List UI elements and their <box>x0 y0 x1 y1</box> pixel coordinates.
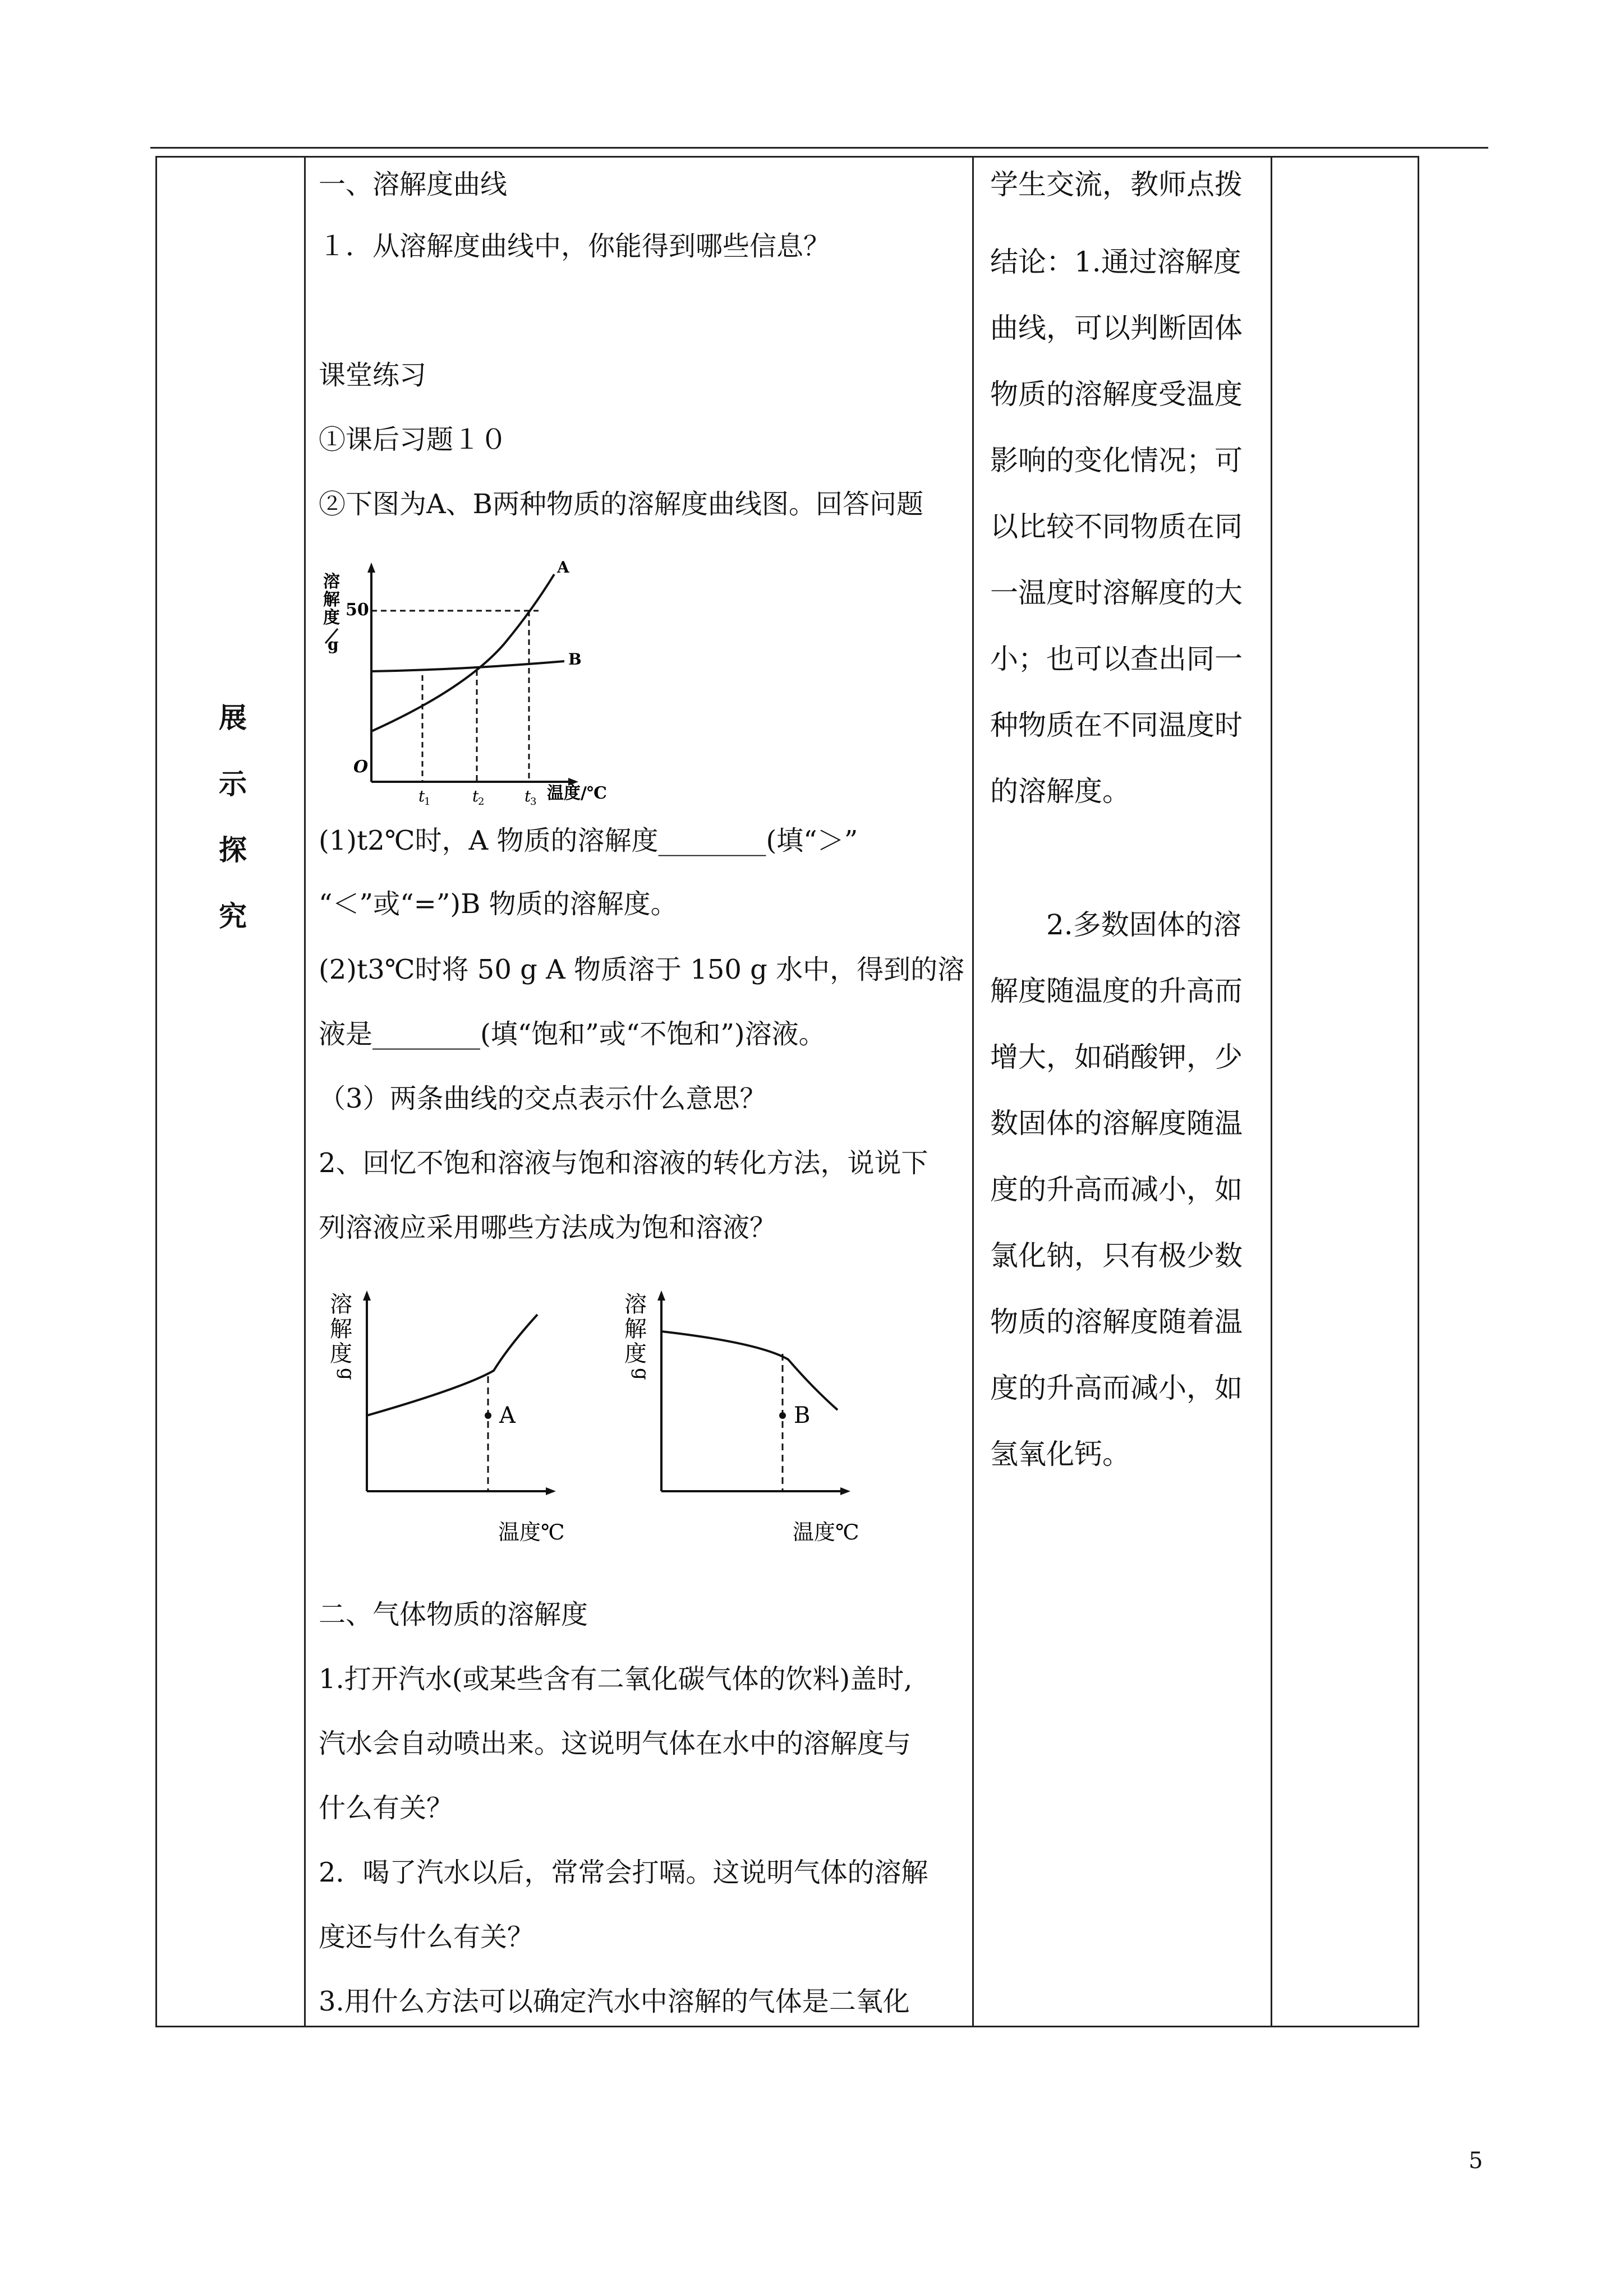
x-tick-t2-sub: 2 <box>478 796 485 807</box>
exercise-text: ②下图为A、B两种物质的溶解度曲线图。回答问题 <box>319 488 923 520</box>
y-axis-label-unit: g <box>336 1368 358 1380</box>
column-divider <box>972 158 974 2026</box>
exercise-text: ①课后习题１０ <box>319 424 508 455</box>
response-line: 度的升高而减小，如 <box>990 1173 1243 1206</box>
response-line: 增大，如硝酸钾，少 <box>990 1041 1243 1073</box>
point-marker <box>485 1412 491 1419</box>
response-line: 种物质在不同温度时 <box>990 709 1243 741</box>
lesson-table <box>155 156 1419 2027</box>
response-line: 氯化钠，只有极少数 <box>990 1239 1243 1272</box>
x-axis-label: 温度/℃ <box>547 783 607 803</box>
y-axis-label-char: 溶 <box>330 1292 352 1317</box>
y-axis-label-char: 解 <box>323 590 340 610</box>
x-tick-t2: t <box>472 787 479 805</box>
y-axis-label-char: 解 <box>330 1316 352 1342</box>
point-label: B <box>794 1403 811 1428</box>
problem-text: (1)t2℃时，A 物质的溶解度________(填“＞” <box>319 825 858 856</box>
stage-char: 示 <box>219 767 247 800</box>
problem-text: (2)t3℃时将 50 g A 物质溶于 150 g 水中，得到的溶 <box>319 954 965 985</box>
response-line: 解度随温度的升高而 <box>990 975 1243 1007</box>
stage-label <box>202 685 264 949</box>
curve-b-label: B <box>568 650 582 668</box>
column-divider <box>304 158 306 2026</box>
response-line: 小；也可以查出同一 <box>990 643 1243 675</box>
y-axis-arrow <box>367 563 375 573</box>
question-text: 度还与什么有关？ <box>319 1921 535 1953</box>
section-heading: 二、气体物质的溶解度 <box>319 1599 588 1630</box>
y-axis-label-char: 度 <box>330 1341 352 1367</box>
curve-b <box>371 661 564 671</box>
y-axis-arrow <box>363 1290 371 1301</box>
response-line: 一温度时溶解度的大 <box>990 577 1243 609</box>
problem-text: 液是________(填“饱和”或“不饱和”)溶液。 <box>319 1018 826 1050</box>
x-tick-t1: t <box>418 787 425 805</box>
stage-char: 究 <box>219 900 247 933</box>
x-tick-t3: t <box>525 787 531 805</box>
response-line: 曲线，可以判断固体 <box>990 312 1243 344</box>
solubility-curve-figure <box>319 560 633 807</box>
curve <box>367 1315 537 1416</box>
response-line: 物质的溶解度受温度 <box>990 378 1243 411</box>
x-tick-t1-sub: 1 <box>424 796 431 807</box>
y-axis-label-char: 度 <box>323 608 340 628</box>
y-axis-label-char: 溶 <box>323 572 340 592</box>
section-heading: 一、溶解度曲线 <box>319 169 508 200</box>
curve <box>661 1331 838 1410</box>
x-axis-arrow <box>840 1487 850 1495</box>
response-line: 氢氧化钙。 <box>990 1438 1130 1470</box>
solubility-figure-a <box>330 1289 588 1542</box>
y-axis-label-unit: g <box>631 1368 653 1380</box>
practice-heading: 课堂练习 <box>319 359 427 391</box>
response-line: 影响的变化情况；可 <box>990 444 1243 477</box>
response-line: 结论：1.通过溶解度 <box>990 246 1241 278</box>
point-marker <box>779 1412 786 1419</box>
response-line: 物质的溶解度随着温 <box>990 1306 1243 1338</box>
curve-a-label: A <box>557 560 569 577</box>
question-text: 3.用什么方法可以确定汽水中溶解的气体是二氧化 <box>319 1986 910 2017</box>
response-line: 学生交流，教师点拨 <box>990 168 1243 201</box>
x-axis-arrow <box>546 1487 556 1495</box>
problem-text: （3）两条曲线的交点表示什么意思？ <box>319 1083 767 1114</box>
header-rule <box>150 147 1488 149</box>
question-text: １．从溶解度曲线中，你能得到哪些信息？ <box>319 230 831 262</box>
y-axis-label-char: 解 <box>624 1316 647 1342</box>
stage-char: 展 <box>219 701 247 734</box>
column-divider <box>1271 158 1272 2026</box>
response-line: 以比较不同物质在同 <box>990 510 1243 543</box>
point-label: A <box>499 1403 516 1428</box>
x-axis-label: 温度℃ <box>793 1520 859 1542</box>
x-tick-t3-sub: 3 <box>530 796 537 807</box>
problem-text: “＜”或“=”)B 物质的溶解度。 <box>319 888 678 920</box>
x-axis-label: 温度℃ <box>498 1520 565 1542</box>
question-text: 2、回忆不饱和溶液与饱和溶液的转化方法，说说下 <box>319 1147 928 1179</box>
question-text: 列溶液应采用哪些方法成为饱和溶液？ <box>319 1212 777 1243</box>
page-number: 5 <box>1469 2148 1483 2174</box>
question-text: 汽水会自动喷出来。这说明气体在水中的溶解度与 <box>319 1728 912 1759</box>
y-axis-arrow <box>657 1290 665 1301</box>
response-line: 的溶解度。 <box>990 775 1130 808</box>
response-line: 度的升高而减小，如 <box>990 1372 1243 1404</box>
question-text: 2．喝了汽水以后，常常会打嗝。这说明气体的溶解 <box>319 1857 928 1888</box>
y-axis-label-unit: g <box>328 635 339 654</box>
y-tick-label: 50 <box>346 600 369 620</box>
y-axis-label-char: 度 <box>624 1341 647 1367</box>
question-text: 什么有关？ <box>319 1792 454 1824</box>
response-line: 2.多数固体的溶 <box>990 909 1241 941</box>
stage-char: 探 <box>219 833 247 866</box>
response-line: 数固体的溶解度随温 <box>990 1107 1243 1140</box>
question-text: 1.打开汽水(或某些含有二氧化碳气体的饮料)盖时, <box>319 1663 913 1695</box>
y-axis-label-char: 溶 <box>624 1292 647 1317</box>
curve-a <box>371 574 554 731</box>
solubility-figure-b <box>624 1289 882 1542</box>
origin-label: O <box>353 757 369 777</box>
